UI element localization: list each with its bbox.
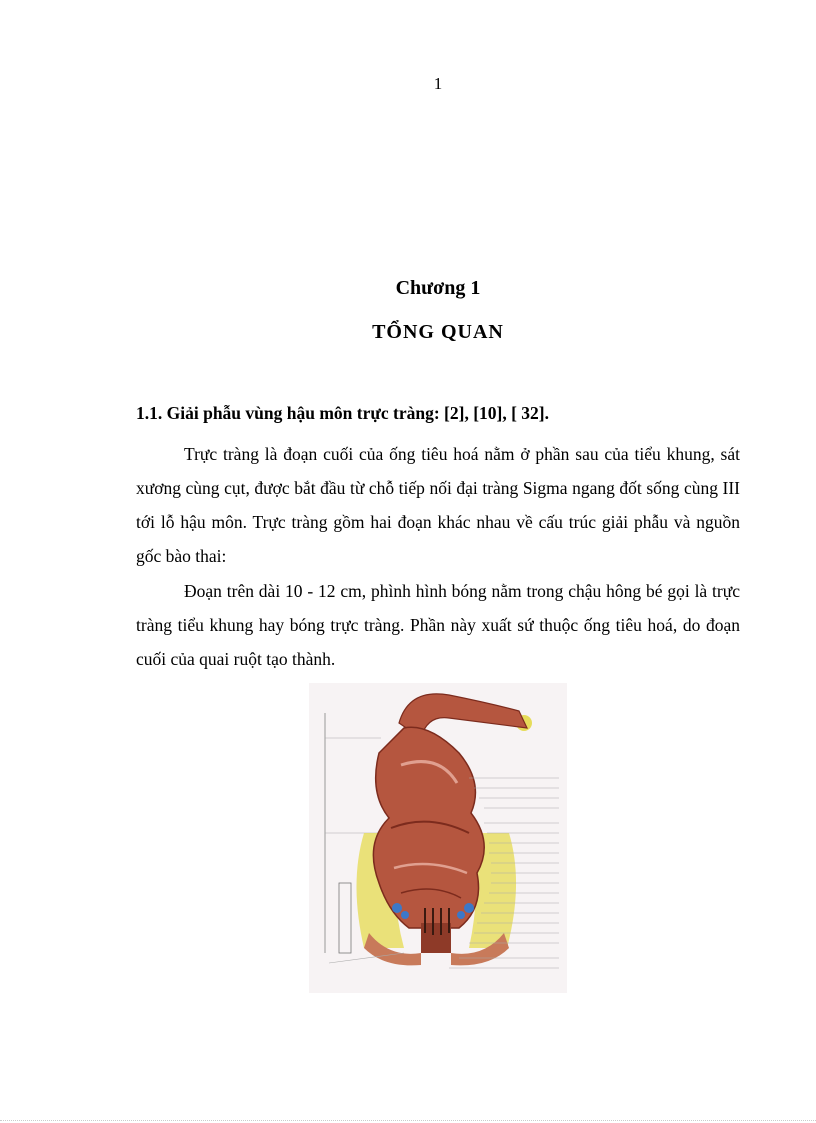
section-heading: 1.1. Giải phẫu vùng hậu môn trực tràng: [2], [10], [ 32]. [136, 403, 550, 423]
chapter-title: Chương 1 [395, 277, 481, 299]
chapter-subtitle: TỔNG QUAN [372, 321, 504, 343]
page-footer-divider [0, 1120, 816, 1121]
paragraph: Đoạn trên dài 10 - 12 cm, phình hình bóng nằm trong chậu hông bé gọi là trực tràng tiểu khung hay bóng trực tràng. Phần này xuất sứ thuộc ống tiêu hoá, do đoạn cuối của quai ruột tạo thành. [136, 581, 740, 669]
page-number: 1 [433, 74, 443, 93]
rectum-anatomy-icon [309, 683, 567, 993]
anatomy-figure [309, 683, 567, 993]
paragraph: Trực tràng là đoạn cuối của ống tiêu hoá nằm ở phần sau của tiểu khung, sát xương cùng cụt, được bắt đầu từ chỗ tiếp nối đại tràng Sigma ngang đốt sống cùng III tới lỗ hậu môn. Trực tràng gồm hai đoạn khác nhau về cấu trúc giải phẫu và nguồn gốc bào thai: [136, 444, 740, 566]
